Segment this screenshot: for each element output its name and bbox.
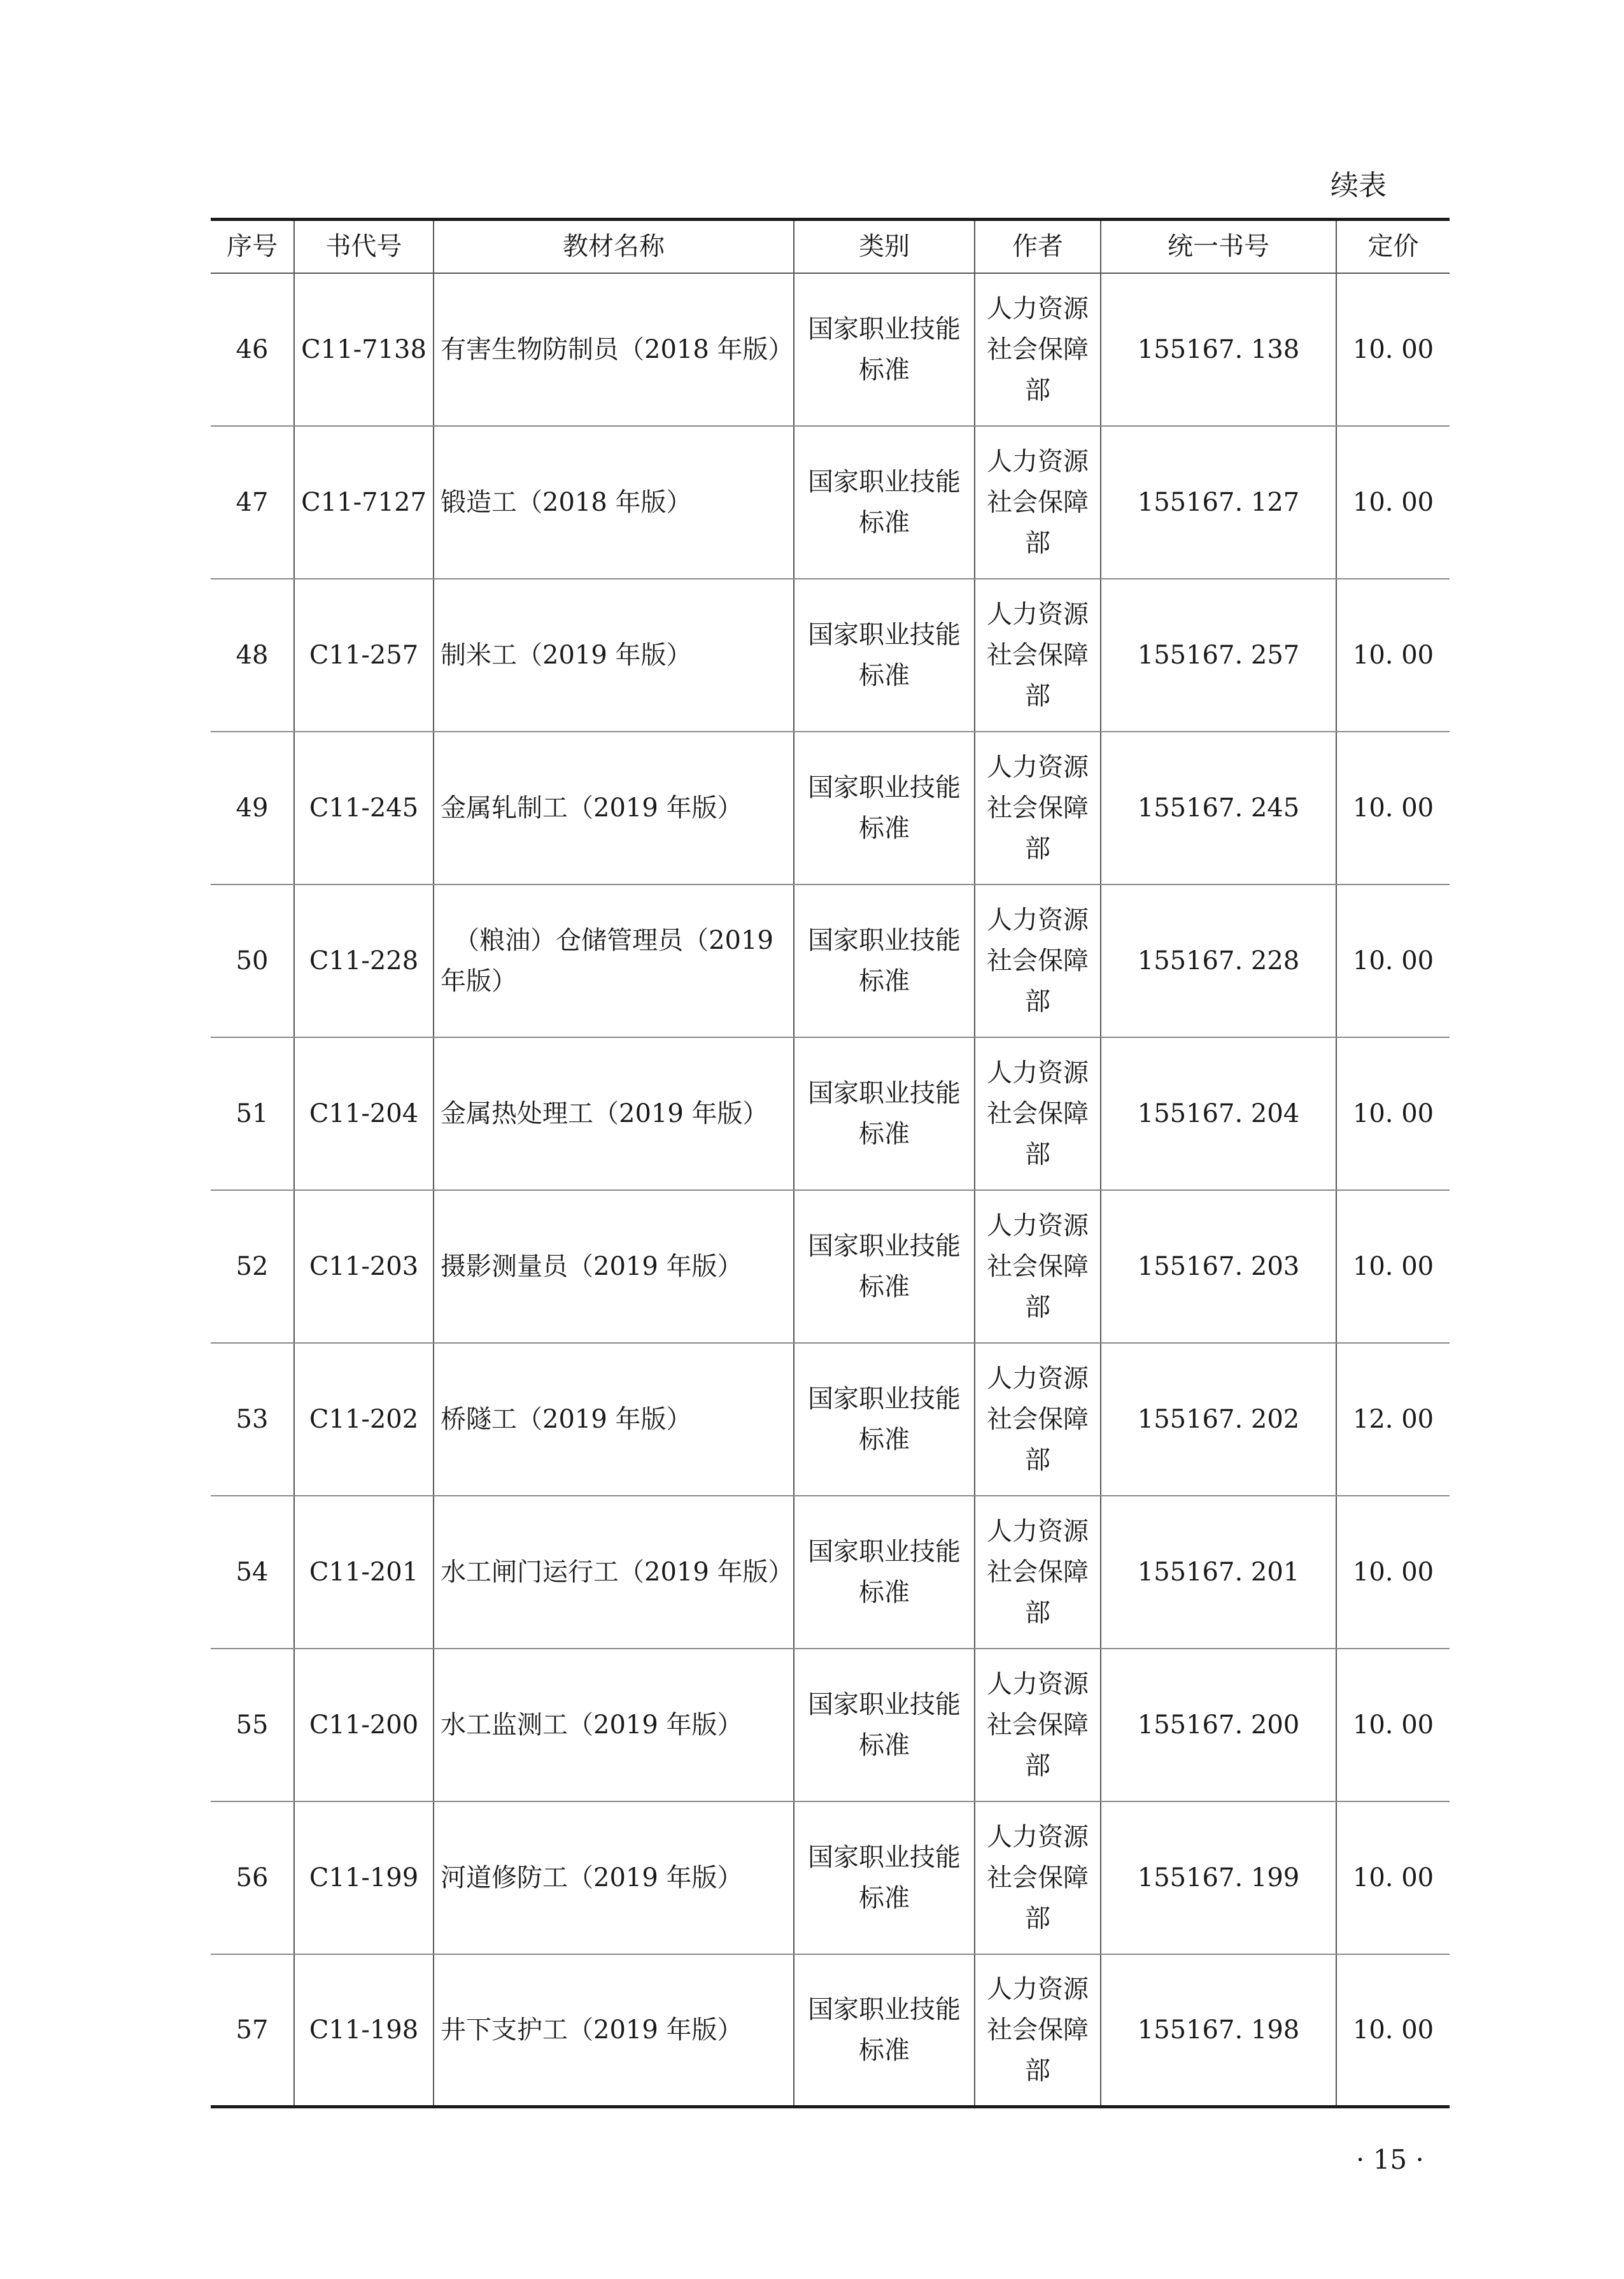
category-cell: 国家职业技能标准 bbox=[794, 1801, 975, 1954]
book-code-cell: C11-202 bbox=[294, 1343, 434, 1496]
serial-no-cell: 46 bbox=[211, 273, 294, 426]
category-cell: 国家职业技能标准 bbox=[794, 1649, 975, 1801]
price-cell: 10. 00 bbox=[1336, 732, 1450, 884]
category-cell: 国家职业技能标准 bbox=[794, 884, 975, 1037]
unified-book-number-cell: 155167. 127 bbox=[1101, 426, 1336, 579]
book-code-cell: C11-228 bbox=[294, 884, 434, 1037]
book-code-cell: C11-245 bbox=[294, 732, 434, 884]
price-cell: 10. 00 bbox=[1336, 1801, 1450, 1954]
unified-book-number-cell: 155167. 257 bbox=[1101, 579, 1336, 732]
unified-book-number-cell: 155167. 198 bbox=[1101, 1954, 1336, 2107]
serial-no-cell: 48 bbox=[211, 579, 294, 732]
table-row bbox=[211, 884, 1450, 1037]
price-cell: 10. 00 bbox=[1336, 1954, 1450, 2107]
author-cell: 人力资源社会保障部 bbox=[975, 1343, 1101, 1496]
textbook-name-cell: 有害生物防制员（2018 年版） bbox=[434, 273, 794, 426]
textbook-name-cell: 井下支护工（2019 年版） bbox=[434, 1954, 794, 2107]
serial-no-cell: 52 bbox=[211, 1190, 294, 1343]
serial-no-cell: 47 bbox=[211, 426, 294, 579]
table-row bbox=[211, 732, 1450, 884]
unified-book-number-cell: 155167. 200 bbox=[1101, 1649, 1336, 1801]
textbook-catalog-table bbox=[211, 218, 1450, 2108]
serial-no-cell: 54 bbox=[211, 1496, 294, 1649]
serial-no-cell: 49 bbox=[211, 732, 294, 884]
textbook-name-cell: （粮油）仓储管理员（2019 年版） bbox=[434, 884, 794, 1037]
header-author: 作者 bbox=[975, 220, 1101, 273]
book-code-cell: C11-257 bbox=[294, 579, 434, 732]
book-code-cell: C11-200 bbox=[294, 1649, 434, 1801]
textbook-name-cell: 水工监测工（2019 年版） bbox=[434, 1649, 794, 1801]
category-cell: 国家职业技能标准 bbox=[794, 1190, 975, 1343]
header-category: 类别 bbox=[794, 220, 975, 273]
serial-no-cell: 50 bbox=[211, 884, 294, 1037]
author-cell: 人力资源社会保障部 bbox=[975, 1954, 1101, 2107]
book-code-cell: C11-199 bbox=[294, 1801, 434, 1954]
book-code-cell: C11-7138 bbox=[294, 273, 434, 426]
unified-book-number-cell: 155167. 203 bbox=[1101, 1190, 1336, 1343]
serial-no-cell: 51 bbox=[211, 1037, 294, 1190]
price-cell: 10. 00 bbox=[1336, 1496, 1450, 1649]
author-cell: 人力资源社会保障部 bbox=[975, 1496, 1101, 1649]
header-textbook-name: 教材名称 bbox=[434, 220, 794, 273]
author-cell: 人力资源社会保障部 bbox=[975, 884, 1101, 1037]
price-cell: 10. 00 bbox=[1336, 884, 1450, 1037]
category-cell: 国家职业技能标准 bbox=[794, 1343, 975, 1496]
table-row bbox=[211, 1343, 1450, 1496]
textbook-name-cell: 锻造工（2018 年版） bbox=[434, 426, 794, 579]
price-cell: 10. 00 bbox=[1336, 1037, 1450, 1190]
book-code-cell: C11-204 bbox=[294, 1037, 434, 1190]
category-cell: 国家职业技能标准 bbox=[794, 1037, 975, 1190]
page-number: · 15 · bbox=[1356, 2144, 1424, 2175]
continued-table-label: 续表 bbox=[1331, 169, 1387, 202]
author-cell: 人力资源社会保障部 bbox=[975, 1649, 1101, 1801]
serial-no-cell: 57 bbox=[211, 1954, 294, 2107]
table-row bbox=[211, 1190, 1450, 1343]
category-cell: 国家职业技能标准 bbox=[794, 732, 975, 884]
author-cell: 人力资源社会保障部 bbox=[975, 1037, 1101, 1190]
header-unified-book-number: 统一书号 bbox=[1101, 220, 1336, 273]
table-header-row bbox=[211, 220, 1450, 273]
author-cell: 人力资源社会保障部 bbox=[975, 732, 1101, 884]
table-row bbox=[211, 579, 1450, 732]
price-cell: 10. 00 bbox=[1336, 273, 1450, 426]
author-cell: 人力资源社会保障部 bbox=[975, 1190, 1101, 1343]
textbook-name-cell: 金属轧制工（2019 年版） bbox=[434, 732, 794, 884]
textbook-name-cell: 制米工（2019 年版） bbox=[434, 579, 794, 732]
unified-book-number-cell: 155167. 202 bbox=[1101, 1343, 1336, 1496]
price-cell: 10. 00 bbox=[1336, 1649, 1450, 1801]
table-row bbox=[211, 1037, 1450, 1190]
table-row bbox=[211, 1649, 1450, 1801]
category-cell: 国家职业技能标准 bbox=[794, 1496, 975, 1649]
book-code-cell: C11-7127 bbox=[294, 426, 434, 579]
serial-no-cell: 53 bbox=[211, 1343, 294, 1496]
category-cell: 国家职业技能标准 bbox=[794, 273, 975, 426]
book-code-cell: C11-201 bbox=[294, 1496, 434, 1649]
book-code-cell: C11-198 bbox=[294, 1954, 434, 2107]
unified-book-number-cell: 155167. 204 bbox=[1101, 1037, 1336, 1190]
author-cell: 人力资源社会保障部 bbox=[975, 579, 1101, 732]
author-cell: 人力资源社会保障部 bbox=[975, 426, 1101, 579]
header-book-code: 书代号 bbox=[294, 220, 434, 273]
header-price: 定价 bbox=[1336, 220, 1450, 273]
textbook-name-cell: 河道修防工（2019 年版） bbox=[434, 1801, 794, 1954]
price-cell: 10. 00 bbox=[1336, 579, 1450, 732]
table-row bbox=[211, 1954, 1450, 2107]
unified-book-number-cell: 155167. 245 bbox=[1101, 732, 1336, 884]
serial-no-cell: 56 bbox=[211, 1801, 294, 1954]
textbook-name-cell: 水工闸门运行工（2019 年版） bbox=[434, 1496, 794, 1649]
unified-book-number-cell: 155167. 199 bbox=[1101, 1801, 1336, 1954]
category-cell: 国家职业技能标准 bbox=[794, 1954, 975, 2107]
table-row bbox=[211, 426, 1450, 579]
textbook-name-cell: 金属热处理工（2019 年版） bbox=[434, 1037, 794, 1190]
unified-book-number-cell: 155167. 201 bbox=[1101, 1496, 1336, 1649]
price-cell: 10. 00 bbox=[1336, 1190, 1450, 1343]
serial-no-cell: 55 bbox=[211, 1649, 294, 1801]
textbook-name-cell: 桥隧工（2019 年版） bbox=[434, 1343, 794, 1496]
table-row bbox=[211, 1496, 1450, 1649]
header-serial-no: 序号 bbox=[211, 220, 294, 273]
unified-book-number-cell: 155167. 138 bbox=[1101, 273, 1336, 426]
author-cell: 人力资源社会保障部 bbox=[975, 273, 1101, 426]
price-cell: 10. 00 bbox=[1336, 426, 1450, 579]
unified-book-number-cell: 155167. 228 bbox=[1101, 884, 1336, 1037]
textbook-name-cell: 摄影测量员（2019 年版） bbox=[434, 1190, 794, 1343]
table-row bbox=[211, 273, 1450, 426]
author-cell: 人力资源社会保障部 bbox=[975, 1801, 1101, 1954]
category-cell: 国家职业技能标准 bbox=[794, 579, 975, 732]
book-code-cell: C11-203 bbox=[294, 1190, 434, 1343]
table-row bbox=[211, 1801, 1450, 1954]
category-cell: 国家职业技能标准 bbox=[794, 426, 975, 579]
price-cell: 12. 00 bbox=[1336, 1343, 1450, 1496]
